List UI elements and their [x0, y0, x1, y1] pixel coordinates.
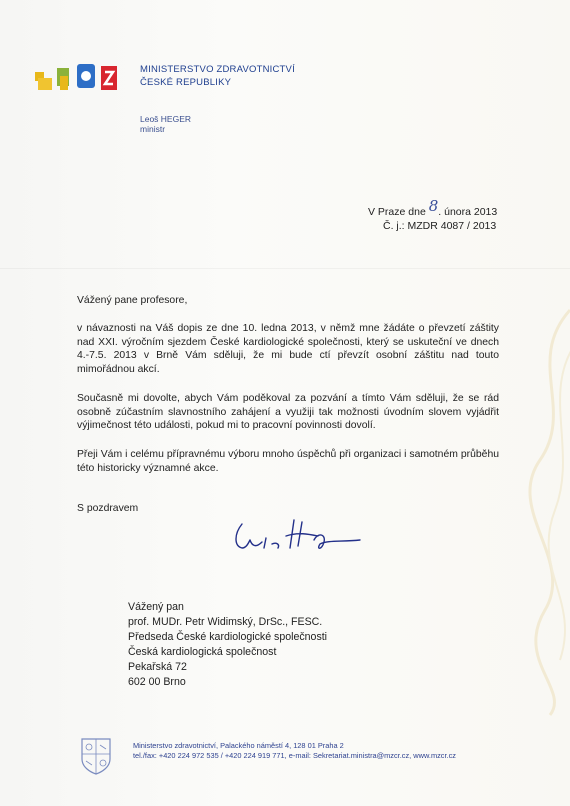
closing: S pozdravem [77, 503, 139, 514]
ministry-name [140, 63, 295, 89]
paragraph-2: Současně mi dovolte, abych Vám poděkoval za pozvání a tímto Vám sděluji, že se rád osobně zúčastním slavnostního zahájení a využiji tak možnosti úvodním slovem vyjádřit výjimečnost této události, pokud mi to pracovní povinnosti dovolí. [77, 393, 499, 432]
minister-name: Leoš HEGER [140, 114, 192, 124]
addressee-line: 602 00 Brno [128, 676, 186, 688]
dateline [368, 197, 498, 233]
addressee-line: Vážený pan [128, 601, 184, 613]
addressee-line: Česká kardiologická společnost [128, 646, 277, 658]
paragraph-3: Přeji Vám i celému přípravnému výboru mnoho úspěchů při organizaci i samotném průběhu této historicky významné akce. [77, 449, 499, 474]
salutation: Vážený pane profesore, [77, 295, 188, 306]
minister-block [140, 114, 191, 134]
ministry-name-line1: MINISTERSTVO ZDRAVOTNICTVÍ [140, 64, 295, 75]
footer-address: Ministerstvo zdravotnictví, Palackého náměstí 4, 128 01 Praha 2 [133, 741, 344, 750]
addressee-line: Pekařská 72 [128, 661, 187, 673]
addressee-block [128, 600, 327, 690]
handwritten-signature [228, 510, 368, 560]
month-year: . února 2013 [438, 206, 498, 218]
handwritten-day: 8 [428, 197, 439, 215]
footer [133, 741, 456, 761]
paragraph-1: v návaznosti na Váš dopis ze dne 10. ledna 2013, v němž mne žádáte o převzetí záštity nad XXI. výročním sjezdem České kardiologické společnosti, který se uskuteční ve dnech 4.-7.5. 2013 v Brně Vám sděluji, že mi bude ctí převzít osobní záštitu nad touto mimořádnou akcí. [77, 323, 499, 375]
fold-line [0, 268, 570, 269]
addressee-line: Předseda České kardiologické společnosti [128, 631, 328, 643]
state-emblem [80, 737, 112, 775]
place-prefix: V Praze dne [368, 206, 426, 218]
addressee-line: prof. MUDr. Petr Widimský, DrSc., FESC. [128, 616, 323, 628]
reference-number: Č. j.: MZDR 4087 / 2013 [383, 220, 497, 232]
footer-contact: tel./fax: +420 224 972 535 / +420 224 919 771, e-mail: Sekretariat.ministra@mzcr.cz, www.mzcr.cz [133, 751, 456, 760]
ministry-name-line2: ČESKÉ REPUBLIKY [140, 77, 232, 88]
date-row [368, 197, 498, 219]
minister-title: ministr [140, 124, 166, 134]
decorative-swirl [520, 300, 570, 720]
ministry-logo [35, 62, 129, 92]
